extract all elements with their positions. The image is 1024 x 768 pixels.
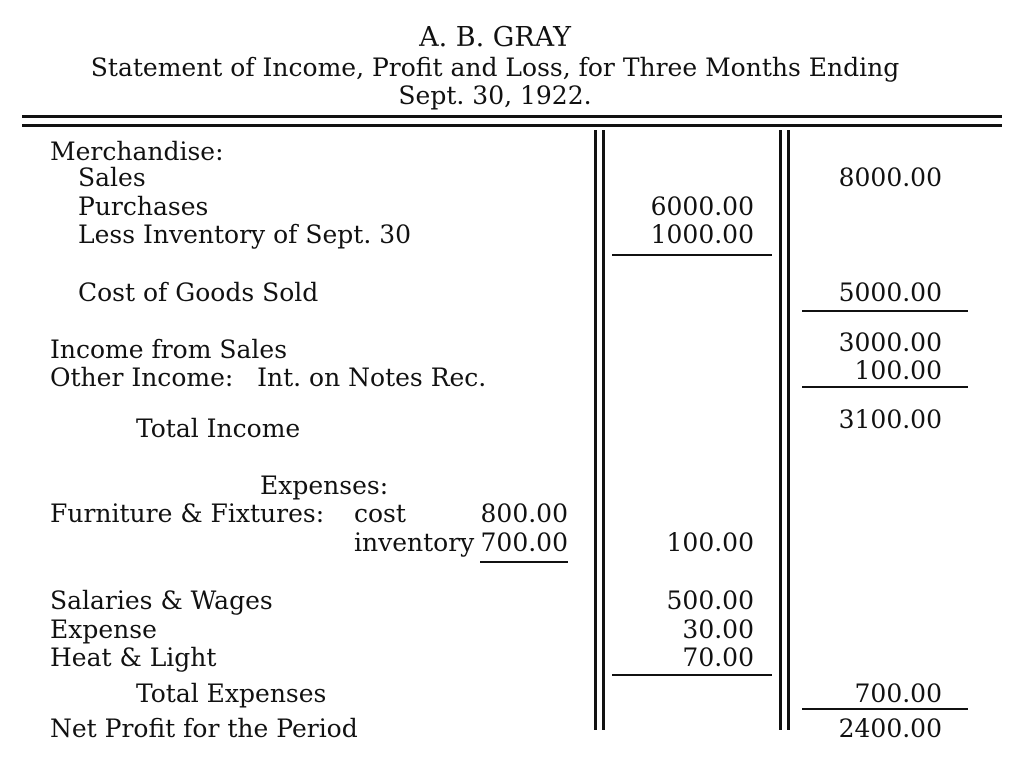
column-rule-1b [602,130,605,730]
inventory-amount: 1000.00 [650,220,754,249]
cogs-amount: 5000.00 [838,278,942,307]
expense-label: Expense [50,615,157,644]
furniture-net-amount: 100.00 [666,528,754,557]
sales-label: Sales [78,163,146,192]
salaries-label: Salaries & Wages [50,586,273,615]
total-expenses-rule [802,708,968,710]
net-profit-amount: 2400.00 [838,714,942,743]
header-rule-top [22,115,1002,118]
total-expenses-label: Total Expenses [136,679,327,708]
expenses-heading: Expenses: [260,471,389,500]
column-rule-2b [787,130,790,730]
column-rule-1a [594,130,597,730]
header-rule-bottom [22,124,1002,127]
total-expenses-amount: 700.00 [854,679,942,708]
expenses-subtotal-rule [612,674,772,676]
income-from-sales-amount: 3000.00 [838,328,942,357]
heat-light-amount: 70.00 [682,643,754,672]
purchases-amount: 6000.00 [650,192,754,221]
total-income-amount: 3100.00 [838,405,942,434]
furniture-cost-label: cost [354,499,406,528]
furniture-rule [480,561,568,563]
cogs-rule [802,310,968,312]
net-profit-label: Net Profit for the Period [50,714,358,743]
statement-title-line2: Sept. 30, 1922. [398,81,592,110]
furniture-inventory-label: inventory [354,528,475,557]
inventory-label: Less Inventory of Sept. 30 [78,220,412,249]
merchandise-heading: Merchandise: [50,137,224,166]
sales-amount: 8000.00 [838,163,942,192]
other-income-label: Other Income: Int. on Notes Rec. [50,363,487,392]
total-income-label: Total Income [136,414,301,443]
merchandise-subtotal-rule [612,254,772,256]
other-income-rule [802,386,968,388]
purchases-label: Purchases [78,192,209,221]
other-income-amount: 100.00 [854,356,942,385]
furniture-cost-amount: 800.00 [480,499,568,528]
salaries-amount: 500.00 [666,586,754,615]
cogs-label: Cost of Goods Sold [78,278,319,307]
furniture-inventory-amount: 700.00 [480,528,568,557]
expense-amount: 30.00 [682,615,754,644]
income-from-sales-label: Income from Sales [50,335,288,364]
statement-title-line1: Statement of Income, Profit and Loss, for Three Months Ending [90,53,900,82]
furniture-label: Furniture & Fixtures: [50,499,325,528]
heat-light-label: Heat & Light [50,643,217,672]
column-rule-2a [779,130,782,730]
statement-owner-name: A. B. GRAY [419,22,571,53]
